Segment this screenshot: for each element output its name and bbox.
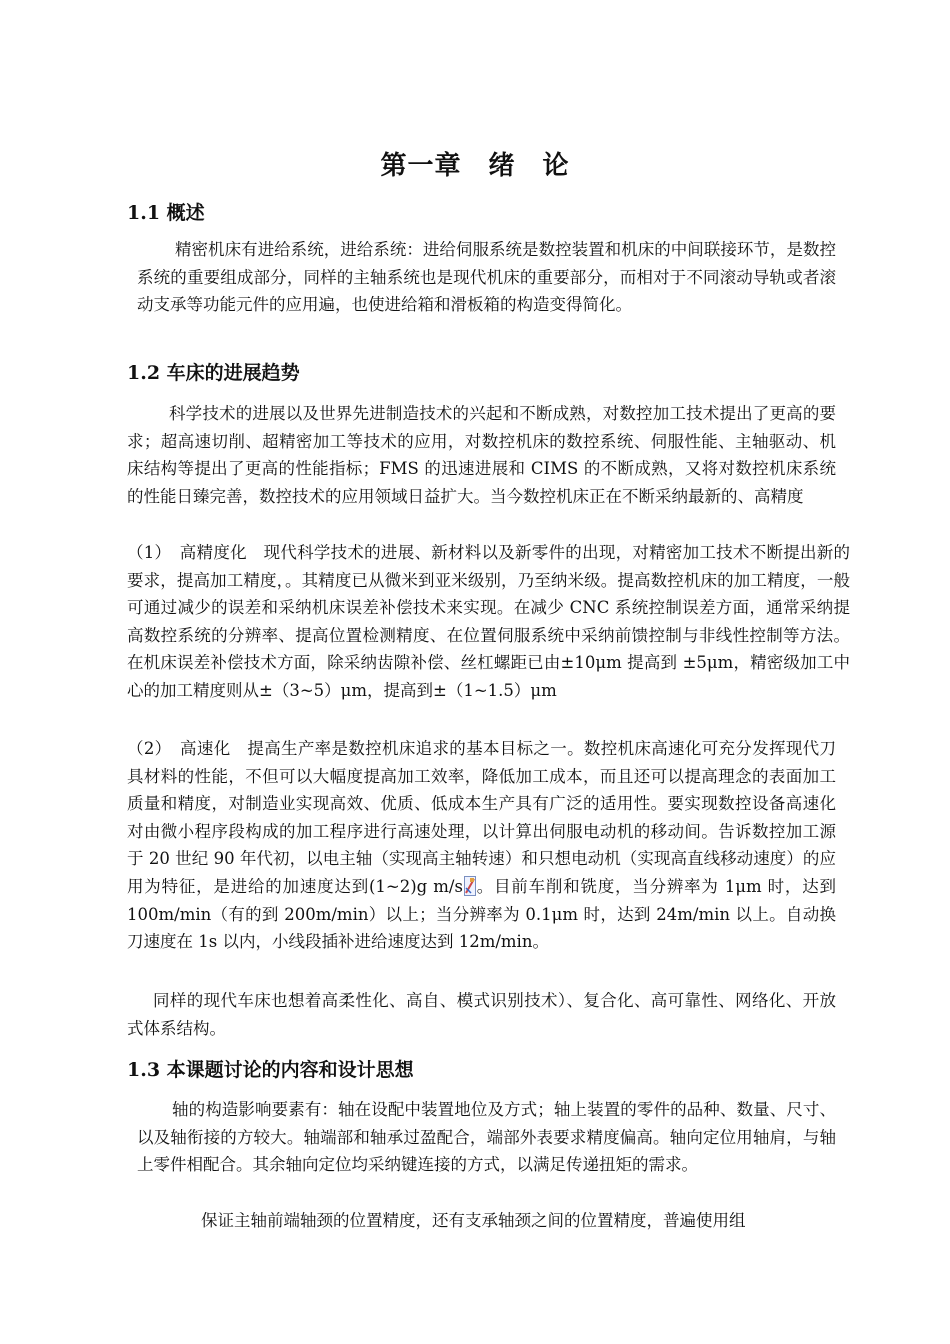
formula-icon bbox=[464, 876, 476, 896]
high-speed-text-part1: （2） 高速化 提高生产率是数控机床追求的基本目标之一。数控机床高速化可充分发挥现代刀具材料的性能，不但可以大幅度提高加工效率，降低加工成本，而且还可以提高理念的表面加工质量和精度，对制造业实现高效、优质、低成本生产具有广泛的适用性。要实现数控设备高速化对由微小程序段构成的加工程序进行高速处理，以计算出伺服电动机的移动间。告诉数控加工源于 20 世纪 90 年代初，以电主轴（实现高主轴转速）和只想电动机（实现高直线移动速度）的应用为特征，是进给的加速度达到(1~2)g m/s bbox=[127, 739, 836, 896]
paragraph-spindle-precision: 保证主轴前端轴颈的位置精度，还有支承轴颈之间的位置精度，普遍使用组 bbox=[201, 1211, 746, 1230]
paragraph-high-speed bbox=[127, 735, 836, 956]
paragraph-other-trends: 同样的现代车床也想着高柔性化、高自、模式识别技术）、复合化、高可靠性、网络化、开放式体系结构。 bbox=[127, 991, 836, 1038]
chapter-title: 第一章 绪 论 bbox=[380, 151, 570, 181]
section-heading-1-1: 1.1 概述 bbox=[127, 202, 205, 224]
section-heading-1-3: 1.3 本课题讨论的内容和设计思想 bbox=[127, 1059, 414, 1081]
paragraph-trend-intro: 科学技术的进展以及世界先进制造技术的兴起和不断成熟，对数控加工技术提出了更高的要求；超高速切削、超精密加工等技术的应用，对数控机床的数控系统、伺服性能、主轴驱动、机床结构等提出了更高的性能指标；FMS 的迅速进展和 CIMS 的不断成熟，又将对数控机床系统的性能日臻完善，数控技术的应用领域日益扩大。当今数控机床正在不断采纳最新的、高精度 bbox=[127, 404, 836, 506]
paragraph-overview: 精密机床有进给系统，进给系统：进给伺服系统是数控装置和机床的中间联接环节，是数控系统的重要组成部分，同样的主轴系统也是现代机床的重要部分，而相对于不同滚动导轨或者滚动支承等功能元件的应用遍，也使进给箱和滑板箱的构造变得简化。 bbox=[137, 240, 836, 315]
section-heading-1-2: 1.2 车床的进展趋势 bbox=[127, 362, 300, 384]
paragraph-high-precision: （1） 高精度化 现代科学技术的进展、新材料以及新零件的出现，对精密加工技术不断提出新的要求，提高加工精度，。其精度已从微米到亚米级别，乃至纳米级。提高数控机床的加工精度，一般可通过减少的误差和采纳机床误差补偿技术来实现。在减少 CNC 系统控制误差方面，通常采纳提高数控系统的分辨率、提高位置检测精度、在位置伺服系统中采纳前馈控制与非线性控制等方法。在机床误差补偿技术方面，除采纳齿隙补偿、丝杠螺距已由±10μm 提高到 ±5μm，精密级加工中心的加工精度则从±（3~5）μm，提高到±（1~1.5）μm bbox=[127, 543, 850, 700]
high-speed-text-part2: 。目前车削和铣度，当分辨率为 1μm 时，达到 100m/min（有的到 200m/min）以上；当分辨率为 0.1μm 时，达到 24m/min 以上。自动换刀速度在 1s 以内，小线段插补进给速度达到 12m/min。 bbox=[127, 876, 836, 952]
paragraph-shaft-structure: 轴的构造影响要素有：轴在设配中装置地位及方式；轴上装置的零件的品种、数量、尺寸、以及轴衔接的方较大。轴端部和轴承过盈配合，端部外表要求精度偏高。轴向定位用轴肩，与轴上零件相配合。其余轴向定位均采纳键连接的方式，以满足传递扭矩的需求。 bbox=[137, 1100, 836, 1175]
